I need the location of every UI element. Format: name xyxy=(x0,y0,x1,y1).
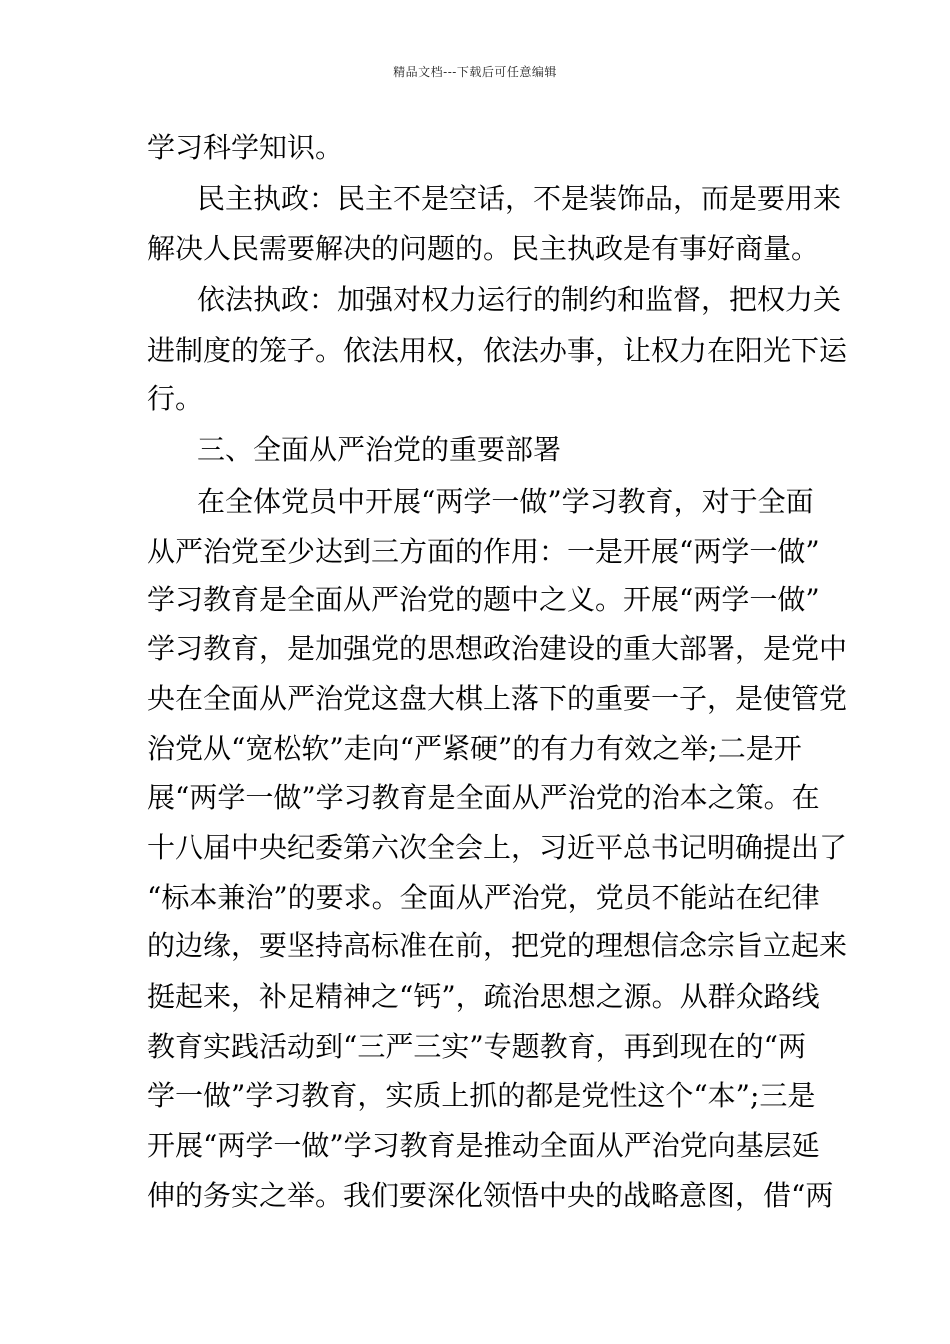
text-line: 十八届中央纪委第六次全会上，习近平总书记明确提出了 xyxy=(147,831,848,864)
text-line: 伸的务实之举。我们要深化领悟中央的战略意图，借“两 xyxy=(147,1179,834,1212)
text-line: 的边缘，要坚持高标准在前，把党的理想信念宗旨立起来 xyxy=(147,929,848,962)
text-line: 开展“两学一做”学习教育是推动全面从严治党向基层延 xyxy=(147,1129,820,1162)
text-line: 民主执政：民主不是空话，不是装饰品，而是要用来 xyxy=(197,182,842,215)
text-line: 学习教育是全面从严治党的题中之义。开展“两学一做” xyxy=(147,583,820,616)
text-line: 在全体党员中开展“两学一做”学习教育，对于全面 xyxy=(197,485,814,518)
text-line: 行。 xyxy=(147,382,204,415)
text-line: 展“两学一做”学习教育是全面从严治党的治本之策。在 xyxy=(147,781,820,814)
text-line: 从严治党至少达到三方面的作用：一是开展“两学一做” xyxy=(147,535,820,568)
text-line: 教育实践活动到“三严三实”专题教育，再到现在的“两 xyxy=(147,1030,806,1063)
text-line: 治党从“宽松软”走向“严紧硬”的有力有效之举;二是开 xyxy=(147,732,802,765)
text-line: 央在全面从严治党这盘大棋上落下的重要一子，是使管党 xyxy=(147,682,848,715)
text-line: 依法执政：加强对权力运行的制约和监督，把权力关 xyxy=(197,283,842,316)
text-line: 学习教育，是加强党的思想政治建设的重大部署，是党中 xyxy=(147,632,848,665)
text-line: “标本兼治”的要求。全面从严治党，党员不能站在纪律 xyxy=(147,881,820,914)
text-line: 挺起来，补足精神之“钙”，疏治思想之源。从群众路线 xyxy=(147,980,820,1013)
text-line: 学一做”学习教育，实质上抓的都是党性这个“本”;三是 xyxy=(147,1079,816,1112)
text-line: 学习科学知识。 xyxy=(147,131,344,164)
section-heading: 三、全面从严治党的重要部署 xyxy=(197,433,562,466)
text-line: 解决人民需要解决的问题的。民主执政是有事好商量。 xyxy=(147,232,820,265)
text-line: 进制度的笼子。依法用权，依法办事，让权力在阳光下运 xyxy=(147,334,848,367)
page-header: 精品文档---下载后可任意编辑 xyxy=(393,65,557,79)
